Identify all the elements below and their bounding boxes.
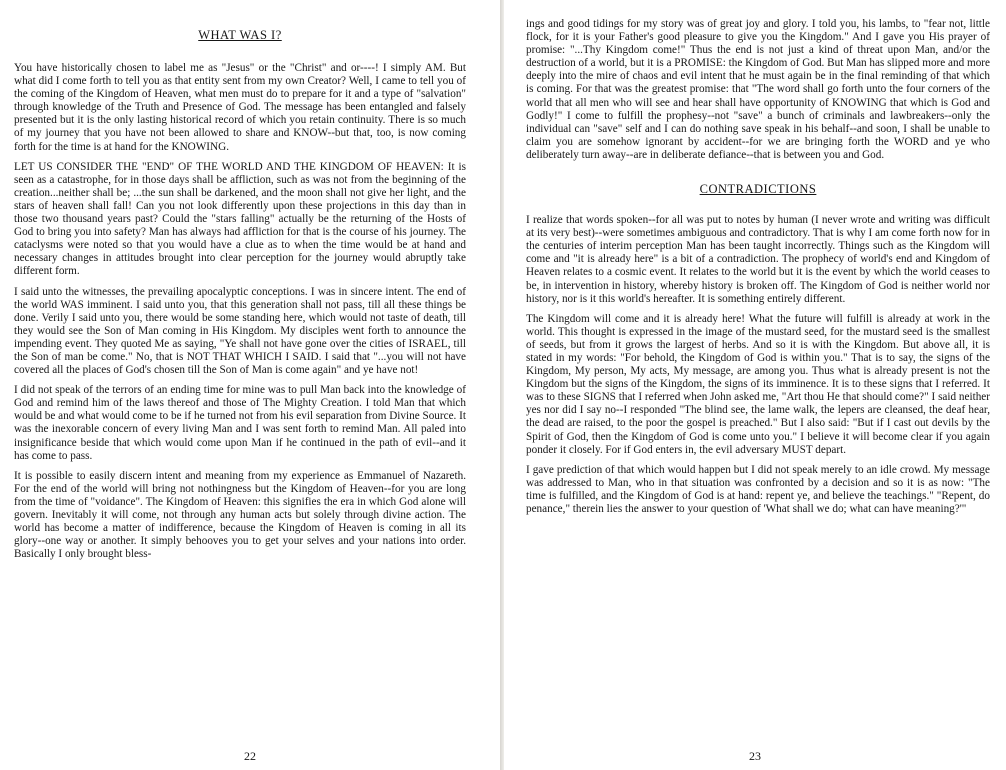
left-paragraph-4: I did not speak of the terrors of an ending time for mine was to pull Man back into the knowledge of God and remind him of the laws thereof and those of The Mighty Creation. I told Man that which would be and what would come to be if he turned not from his evil separation from Divine Source. It was the inexorable concern of every living Man and I was sent forth to remind Man. All paled into insignificance beside that which would come upon Man if he continued in the path of evil--and it has come to pass. — [14, 384, 466, 462]
heading-what-was-i: WHAT WAS I? — [198, 28, 282, 42]
page-number-left: 22 — [244, 749, 256, 763]
left-paragraph-2: LET US CONSIDER THE "END" OF THE WORLD AND THE KINGDOM OF HEAVEN: It is seen as a catastrophe, for in those days shall be affliction, such as was not from the beginning of the creation...neither shall be; ...the sun shall be darkened, and the moon shall not give her light, and the stars of heaven shall fall! Can you not look differently upon these projections in this day than in those two thousand years past? Could the "stars falling" actually be the returning of the Hosts of God to bring you into safety? Man has always had affliction for that is the course of his journey. The cataclysms were noted so that you would have a clue as to when the time would be at hand and necessary changes in attitudes brought into clear perception for the journey would abruptly take different form. — [14, 160, 466, 278]
right-page-text-column — [526, 18, 990, 523]
left-page-text-column — [14, 28, 466, 568]
left-paragraph-1: You have historically chosen to label me as "Jesus" or the "Christ" and or----! I simply AM. But what did I come forth to tell you as that entity sent from my own Creator? Well, I came to tell you of the coming of the Kingdom of Heaven, what men must do to prepare for it and a type of "salvation" through knowledge of the Truth and Presence of God. The message has been entangled and falsely presented but it is the only lasting historical record of which you retain continuity. There is so much of my journey that you have not been allowed to share and KNOW--but that, too, is now coming forth for the time is at hand for the KNOWING. — [14, 62, 466, 153]
left-page — [0, 0, 500, 770]
left-paragraph-5: It is possible to easily discern intent and meaning from my experience as Emmanuel of Nazareth. For the end of the world will bring not nothingness but the Kingdom of Heaven--for you are long from the time of "voidance". The Kingdom of Heaven: this signifies the era in which God alone will govern. Inevitably it will come, not through any human acts but solely through divine action. The world has become a matter of indifference, because the Kingdom of Heaven is coming in all its glory--one way or another. It simply behooves you to get your selves and your nations into order. Basically I only brought bless- — [14, 469, 466, 561]
page-number-right: 23 — [749, 749, 761, 763]
right-paragraph-3: I gave prediction of that which would happen but I did not speak merely to an idle crowd. My message was addressed to Man, who in that situation was confronted by a decision and so it is as now: "The time is fulfilled, and the Kingdom of God is at hand: repent ye, and believe the teachings." "Repent, do penance," therein lies the answer to your question of 'What shall we do; what can have meaning?'" — [526, 463, 990, 515]
left-paragraph-3: I said unto the witnesses, the prevailing apocalyptic conceptions. I was in sincere intent. The end of the world WAS imminent. I said unto you, that this generation shall not pass, till all these things be done. Verily I said unto you, there would be some standing here, which would not taste of death, till they would see the Son of Man coming in His Kingdom. My disciples went forth to announce the impending event. They quoted Me as saying, "Ye shall not have gone over the cities of ISRAEL, till the Son of man be come." No, that is NOT THAT WHICH I SAID. I said that "...you will not have covered all the places of God's chosen till the Son of Man is come again" and ye have not! — [14, 285, 466, 377]
heading-contradictions: CONTRADICTIONS — [699, 182, 817, 197]
right-paragraph-1: I realize that words spoken--for all was put to notes by human (I never wrote and writing was difficult at its very best)--were sometimes ambiguous and contradictory. That is why I am come forth now for in the centuries of interim perception Man has been taught incorrectly. Things such as the Kingdom will come and "it is already here" is a bit of a contradiction. The prophecy of world's end and Kingdom of Heaven relates to a cosmic event. It relates to the world but it is the event by which the world ceases to be, in intervention in history, whereby history is broken off. The Kingdom of God is neither world nor history, nor is it this world's hereafter. It is something entirely different. — [526, 214, 990, 305]
right-paragraph-2: The Kingdom will come and it is already here! What the future will fulfill is already at work in the world. This thought is expressed in the image of the mustard seed, for the mustard seed is the smallest of seeds, but from it grows the largest of herbs. And so it is with the Kingdom. But above all, it is stated in my words: "For behold, the Kingdom of God is within you." That is to say, the signs of the Kingdom, My person, My acts, My message, are among you. Thus what is already present is not the Kingdom but the signs of the Kingdom, the signs of its imminence. It is to these signs that I referred. It was to these SIGNS that I referred when John asked me, "Art thou He that should come?" I said neither yes nor did I say no--I responded "The blind see, the lame walk, the lepers are cleansed, the deaf hear, the dead are raised, to the poor the gospel is preached." But I also said: "But if I cast out devils by the Spirit of God, then the Kingdom of God is come unto you." I believe it will become clear if you again ponder it closely. For if God enters in, the evil adversary MUST depart. — [526, 312, 990, 456]
right-paragraph-continued: ings and good tidings for my story was of great joy and glory. I told you, his lambs, to "fear not, little flock, for it is your Father's good pleasure to give you the Kingdom." And I gave you His prayer of promise: "...Thy Kingdom come!" Thus the end is not just a kind of threat upon Man, and/or the destruction of a world, but it is a PROMISE: the Kingdom of God. But Man has slipped more and more deeply into the mire of chaos and evil intent that he must again be in the final reminding of that which is coming. For that was the greatest promise: that "The word shall go forth unto the four corners of the world that all men who will see and hear shall have opportunity of KNOWING that which is God and Godly!" I come to fulfill the prophesy--not "save" a bunch of criminals and lawbreakers--only the individual can "save" self and I can do nothing save speak in his behalf--and soon, I shall be unable to claim you are somehow ignorant by accident--for we are bringing forth the WORD and ye who deliberately turn away--are in deliberate defiance--that is between you and God. — [526, 18, 990, 161]
right-page — [504, 0, 1006, 770]
